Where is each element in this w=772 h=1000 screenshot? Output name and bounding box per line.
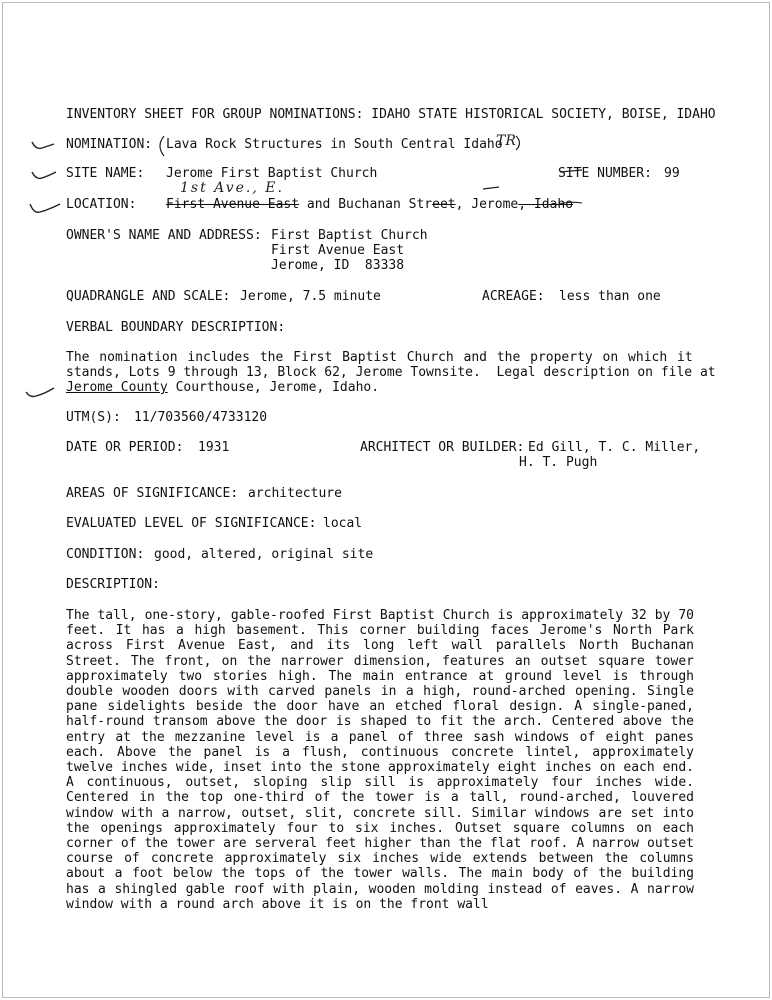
- location-text: and Buchanan Str: [299, 197, 433, 212]
- document-header: INVENTORY SHEET FOR GROUP NOMINATIONS: IDAHO STATE HISTORICAL SOCIETY, BOISE, IDAHO: [66, 107, 716, 122]
- condition-label: CONDITION:: [66, 547, 145, 562]
- boundary-label: VERBAL BOUNDARY DESCRIPTION:: [66, 320, 286, 335]
- description-text: The tall, one-story, gable-roofed First Baptist Church is approximately 32 by 70 feet. It has a high basement. This corner building faces Jerome's North Park across First Avenue East, and its long left wall parallels North Buchanan Street. The front, on the narrower dimension, features an outset square tower approximately two stories high. The main entrance at ground level is through double wooden doors with carved panels in a high, round-arched opening. Single pane sidelights beside the door have an etched floral design. A single-paned, half-round transom above the door is shaped to fit the arch. Centered above the entry at the mezzanine level is a panel of three sash windows of eight panes each. Above the panel is a flush, continuous concrete lintel, approximately twelve inches wide, inset into the stone approximately eight inches on each end. A continuous, outset, sloping slip sill is approximately four inches wide. Centered in the top one-third of the tower is a tall, round-arched, louvered window with a narrow, outset, slit, concrete sill. Similar windows are set into the openings approximately four to six inches. Outset square columns on each corner of the tower are serveral feet higher than the flat roof. A narrow outset course of concrete approximately six inches wide extends between the columns about a foot below the tops of the tower walls. The main body of the building has a shingled gable roof with plain, wooden molding instead of eaves. A narrow window with a round arch above it is on the front wall: [66, 608, 694, 912]
- owner-line: First Avenue East: [271, 243, 405, 258]
- description-label: DESCRIPTION:: [66, 577, 160, 592]
- nomination-value: Lava Rock Structures in South Central Idaho: [166, 137, 503, 152]
- location-struck-text: First Avenue East: [166, 197, 300, 212]
- architect-value-2: H. T. Pugh: [519, 455, 598, 470]
- areas-value: architecture: [248, 486, 342, 501]
- architect-value: Ed Gill, T. C. Miller,: [528, 440, 701, 455]
- quadrangle-label: QUADRANGLE AND SCALE:: [66, 289, 231, 304]
- condition-value: good, altered, original site: [154, 547, 374, 562]
- location-handwritten-correction: 1st Ave., E.: [180, 180, 284, 196]
- nomination-handwritten-tr: TR: [496, 133, 516, 149]
- boundary-text: Courthouse, Jerome, Idaho.: [167, 380, 380, 395]
- boundary-line: stands, Lots 9 through 13, Block 62, Jerome Townsite. Legal description on file at: [66, 365, 716, 380]
- level-label: EVALUATED LEVEL OF SIGNIFICANCE:: [66, 516, 317, 531]
- nomination-label: NOMINATION:: [66, 137, 153, 152]
- boundary-line: The nomination includes the First Baptist Church and the property on which it: [66, 350, 693, 365]
- acreage-value: less than one: [559, 289, 661, 304]
- utm-label: UTM(S):: [66, 410, 121, 425]
- level-value: local: [323, 516, 363, 531]
- owner-line: Jerome, ID 83338: [271, 258, 405, 273]
- location-struck-text: , Idaho: [518, 197, 574, 212]
- date-label: DATE OR PERIOD:: [66, 440, 184, 455]
- quadrangle-value: Jerome, 7.5 minute: [240, 289, 381, 304]
- architect-label: ARCHITECT OR BUILDER:: [360, 440, 525, 455]
- boundary-line: [66, 380, 379, 395]
- owner-label: OWNER'S NAME AND ADDRESS:: [66, 228, 262, 243]
- site-name-value: Jerome First Baptist Church: [166, 166, 378, 181]
- location-text: , Jerome: [455, 197, 519, 212]
- utm-value: 11/703560/4733120: [134, 410, 268, 425]
- site-name-label: SITE NAME:: [66, 166, 145, 181]
- acreage-label: ACREAGE:: [482, 289, 545, 304]
- areas-label: AREAS OF SIGNIFICANCE:: [66, 486, 239, 501]
- owner-line: First Baptist Church: [271, 228, 428, 243]
- date-value: 1931: [198, 440, 230, 455]
- site-number-value: 99: [664, 166, 680, 181]
- site-number-label: SITE NUMBER:: [558, 166, 652, 181]
- location-value: [166, 197, 573, 212]
- location-struck-text: eet: [432, 197, 456, 212]
- location-label: LOCATION:: [66, 197, 137, 212]
- boundary-underlined: Jerome County: [66, 380, 168, 395]
